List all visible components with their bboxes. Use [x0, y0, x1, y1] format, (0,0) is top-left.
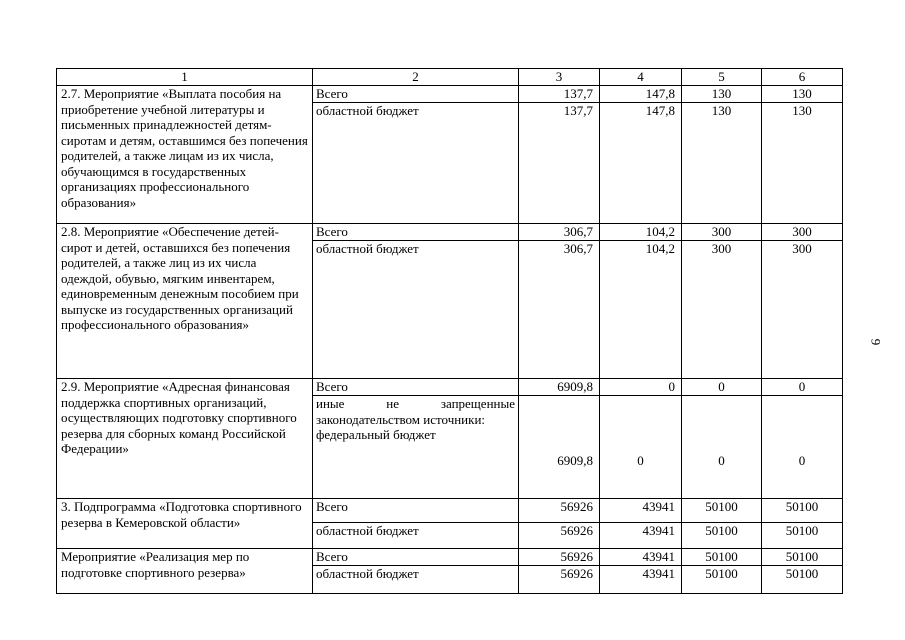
- value-cell: 56926: [519, 499, 600, 523]
- source-label: областной бюджет: [313, 565, 519, 593]
- value-cell: 6909,8: [519, 379, 600, 396]
- value-cell: 147,8: [600, 86, 682, 103]
- activity-title: Мероприятие «Реализация мер по подготовке спортивного резерва»: [57, 549, 313, 594]
- value-cell: 6909,8: [519, 396, 600, 499]
- page-number: 9: [868, 338, 884, 346]
- value-cell: 0: [762, 379, 843, 396]
- table-row: [57, 379, 843, 396]
- source-label-cell: [313, 396, 519, 499]
- value-cell: 0: [600, 379, 682, 396]
- value-cell: 50100: [682, 549, 762, 566]
- value-cell: 137,7: [519, 86, 600, 103]
- source-label: областной бюджет: [313, 241, 519, 379]
- value-cell: 130: [762, 86, 843, 103]
- value-cell: 306,7: [519, 224, 600, 241]
- header-cell: 2: [313, 69, 519, 86]
- activity-title: 3. Подпрограмма «Подготовка спортивного резерва в Кемеровской области»: [57, 499, 313, 549]
- value-cell: 0: [682, 379, 762, 396]
- header-cell: 5: [682, 69, 762, 86]
- value-cell: 300: [682, 241, 762, 379]
- value-cell: 137,7: [519, 103, 600, 224]
- header-cell: 4: [600, 69, 682, 86]
- value-cell: 130: [682, 86, 762, 103]
- source-label: Всего: [313, 549, 519, 566]
- value-cell: 130: [762, 103, 843, 224]
- value-cell: 43941: [600, 549, 682, 566]
- header-cell: 3: [519, 69, 600, 86]
- activity-title: 2.8. Мероприятие «Обеспечение детей-сирот и детей, оставшихся без попечения родителей, а также лиц из их числа одеждой, обувью, мягким инвентарем, единовременным денежным пособием при выпуске из государственных организаций профессионального образования»: [57, 224, 313, 379]
- table-row: [57, 86, 843, 103]
- source-label-federal: федеральный бюджет: [316, 427, 436, 442]
- value-cell: 300: [762, 241, 843, 379]
- table-header-row: [57, 69, 843, 86]
- value-cell: 50100: [682, 565, 762, 593]
- budget-table: [56, 68, 843, 594]
- source-label: Всего: [313, 379, 519, 396]
- value-cell: 50100: [762, 549, 843, 566]
- source-label: областной бюджет: [313, 523, 519, 549]
- source-label: Всего: [313, 499, 519, 523]
- value-cell: 43941: [600, 565, 682, 593]
- value-cell: 50100: [762, 565, 843, 593]
- value-cell: 300: [762, 224, 843, 241]
- header-cell: 1: [57, 69, 313, 86]
- value-cell: 104,2: [600, 241, 682, 379]
- value-cell: 56926: [519, 549, 600, 566]
- value-cell: 306,7: [519, 241, 600, 379]
- value-cell: 0: [600, 396, 682, 499]
- activity-title: 2.9. Мероприятие «Адресная финансовая поддержка спортивных организаций, осуществляющих подготовку спортивного резерва для сборных команд Российской Федерации»: [57, 379, 313, 499]
- value-cell: 43941: [600, 523, 682, 549]
- activity-title: 2.7. Мероприятие «Выплата пособия на приобретение учебной литературы и письменных принадлежностей детям-сиротам и детям, оставшимся без попечения родителей, а также лицам из их числа, обучающимся в государственных организациях профессионального образования»: [57, 86, 313, 224]
- value-cell: 50100: [682, 499, 762, 523]
- value-cell: 104,2: [600, 224, 682, 241]
- value-cell: 147,8: [600, 103, 682, 224]
- value-cell: 56926: [519, 523, 600, 549]
- value-cell: 43941: [600, 499, 682, 523]
- value-cell: 50100: [762, 523, 843, 549]
- source-label: иные не запрещенные законодательством источники:: [316, 396, 515, 427]
- table-row: [57, 499, 843, 523]
- value-cell: 300: [682, 224, 762, 241]
- value-cell: 0: [682, 396, 762, 499]
- table-row: [57, 549, 843, 566]
- value-cell: 130: [682, 103, 762, 224]
- value-cell: 56926: [519, 565, 600, 593]
- header-cell: 6: [762, 69, 843, 86]
- source-label: Всего: [313, 86, 519, 103]
- value-cell: 50100: [762, 499, 843, 523]
- table-row: [57, 224, 843, 241]
- value-cell: 0: [762, 396, 843, 499]
- source-label: областной бюджет: [313, 103, 519, 224]
- source-label: Всего: [313, 224, 519, 241]
- value-cell: 50100: [682, 523, 762, 549]
